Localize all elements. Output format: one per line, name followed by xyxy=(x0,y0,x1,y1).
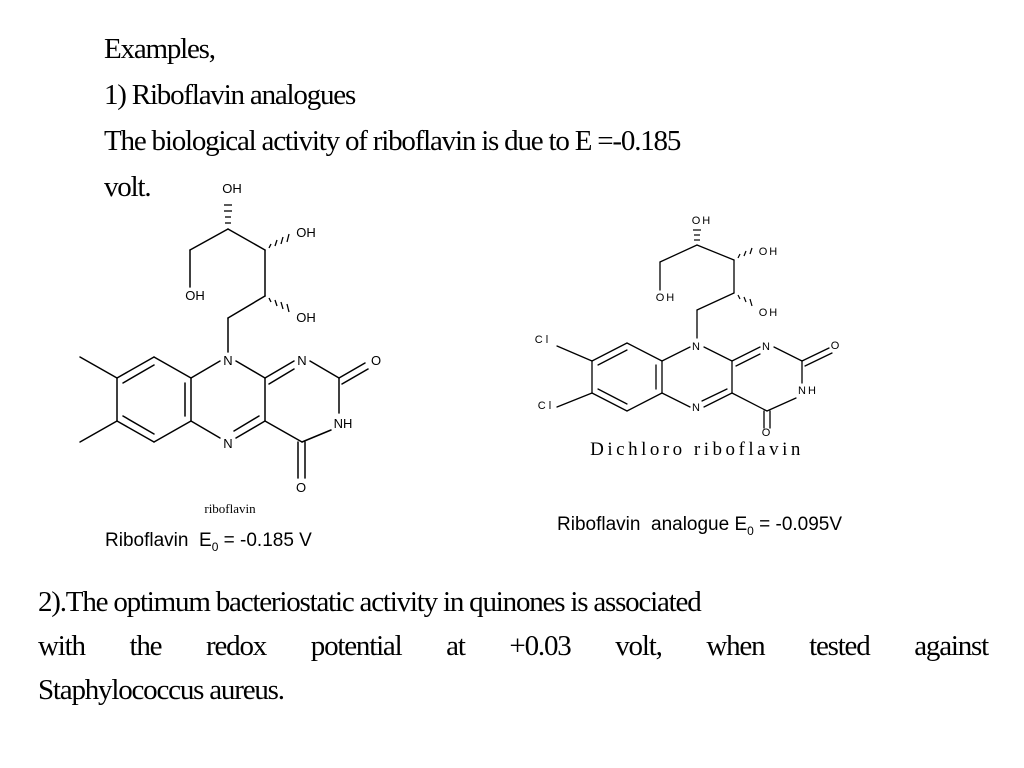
caption-analogue-e: analogue E xyxy=(651,514,748,535)
dichloro-riboflavin-name-label: Dichloro riboflavin xyxy=(590,439,804,460)
paragraph-line-3: Staphylococcus aureus. xyxy=(38,674,284,706)
oh-atom-label: OH xyxy=(691,215,713,227)
cl-atom-label: Cl xyxy=(534,334,552,346)
caption-potential-value: = -0.095V xyxy=(759,514,843,535)
heading-line-examples: Examples, xyxy=(104,33,215,65)
paragraph-line-2: with the redox potential at +0.03 volt, when tested against xyxy=(38,630,988,662)
n-atom-label: N xyxy=(762,341,772,353)
heading-line-riboflavin-analogues: 1) Riboflavin analogues xyxy=(104,79,356,111)
n-atom-label: N xyxy=(692,341,702,353)
paragraph-line-1: 2).The optimum bacteriostatic activity in quinones is associated xyxy=(38,586,701,618)
o-atom-label: O xyxy=(830,340,842,352)
caption-subscript: 0 xyxy=(747,523,754,538)
caption-subscript: 0 xyxy=(211,539,219,554)
n-atom-label: N xyxy=(223,436,233,451)
oh-atom-label: OH xyxy=(655,292,677,304)
cl-atom-label: Cl xyxy=(537,400,555,412)
riboflavin-potential-caption xyxy=(105,530,312,554)
analogue-potential-caption xyxy=(557,514,842,538)
caption-e-symbol: E xyxy=(199,530,212,551)
nh-atom-label: NH xyxy=(333,416,353,431)
o-atom-label: O xyxy=(370,353,382,368)
oh-atom-label: OH xyxy=(185,288,205,303)
oh-atom-label: OH xyxy=(758,307,780,319)
oh-atom-label: OH xyxy=(222,181,242,196)
oh-atom-label: OH xyxy=(296,225,316,240)
heading-line-volt: volt. xyxy=(104,171,151,203)
o-atom-label: O xyxy=(761,427,773,439)
riboflavin-name-label: riboflavin xyxy=(204,501,256,516)
oh-atom-label: OH xyxy=(758,246,780,258)
caption-potential-value: = -0.185 V xyxy=(223,530,312,551)
nh-atom-label: NH xyxy=(798,385,818,397)
caption-compound-name: Riboflavin xyxy=(557,514,641,535)
n-atom-label: N xyxy=(223,353,233,368)
n-atom-label: N xyxy=(297,353,307,368)
oh-atom-label: OH xyxy=(296,310,316,325)
heading-line-biological-activity: The biological activity of riboflavin is due to E =-0.185 xyxy=(104,125,681,157)
caption-compound-name: Riboflavin xyxy=(105,530,189,551)
n-atom-label: N xyxy=(692,402,702,414)
o-atom-label: O xyxy=(295,480,307,495)
bacteriostatic-paragraph xyxy=(38,580,988,712)
